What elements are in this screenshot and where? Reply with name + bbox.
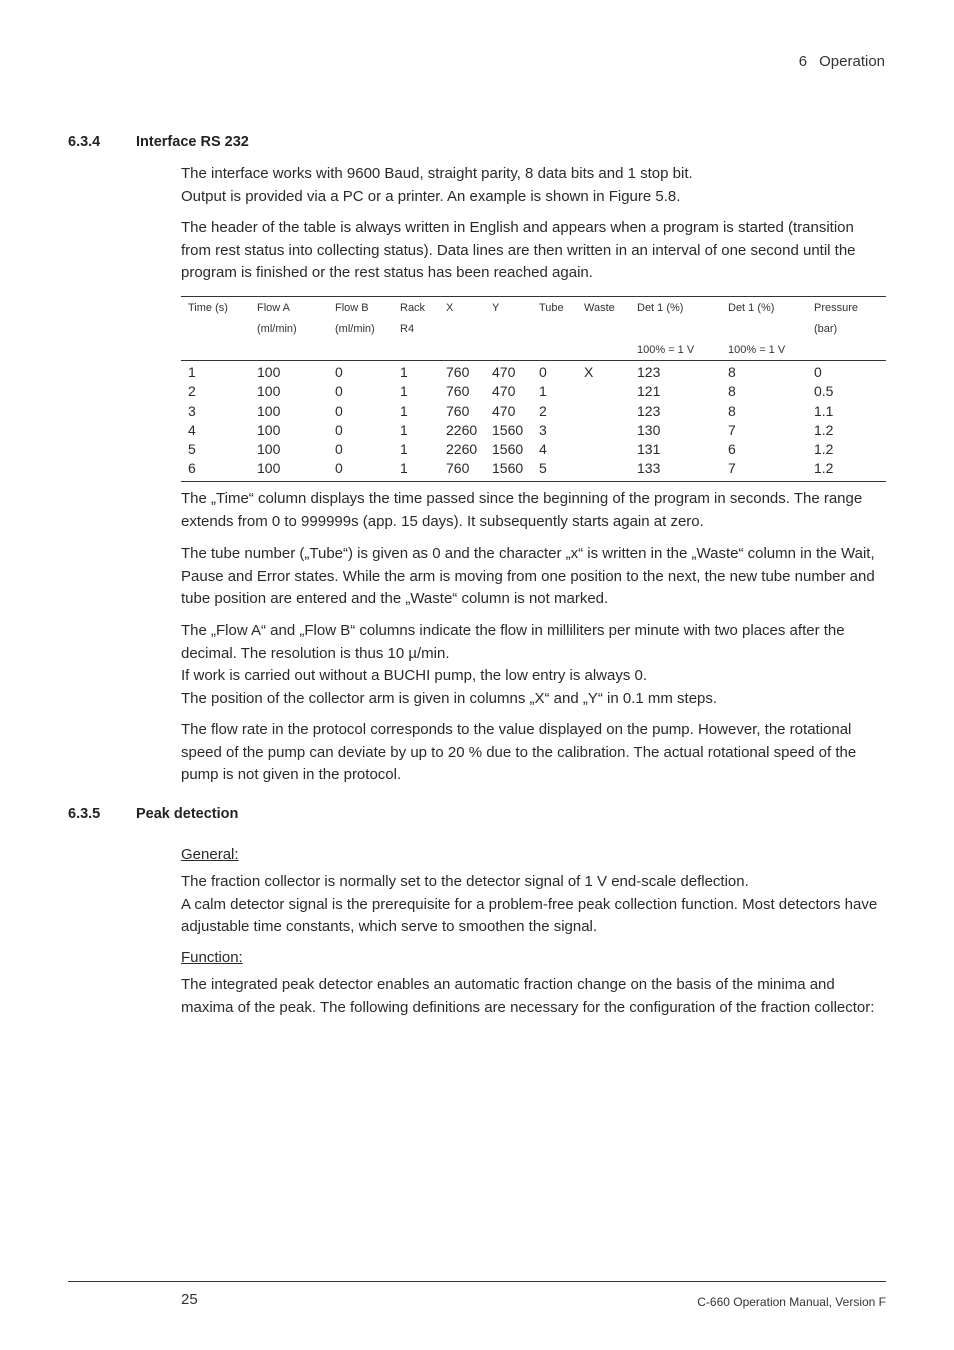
column-header	[250, 340, 328, 361]
paragraph: The integrated peak detector enables an automatic fraction change on the basis of the minima and maxima of the peak. The following definitions are necessary for the configuration of the fraction collector:	[181, 976, 875, 1016]
table-cell: 2260	[446, 441, 478, 458]
column-header: Tube	[539, 302, 564, 314]
table-cell: 470	[492, 383, 516, 400]
table-header-row	[181, 297, 886, 320]
column-header	[393, 340, 439, 361]
table-cell: 1	[400, 441, 408, 458]
section-title: Peak detection	[136, 806, 239, 822]
section-heading-6-3-4	[68, 134, 249, 150]
column-header	[630, 319, 721, 340]
table-row	[181, 421, 886, 440]
table-row	[181, 382, 886, 401]
table-cell: 5	[539, 460, 547, 477]
column-header: Flow A	[257, 302, 291, 314]
paragraph: The „Time“ column displays the time passed since the beginning of the program in seconds. The range extends from 0 to 999999s (app. 15 days). It subsequently starts again at zero.	[181, 490, 863, 530]
table-cell: 1	[400, 364, 408, 380]
column-header: Det 1 (%)	[637, 302, 684, 314]
function-label	[181, 947, 881, 970]
table-cell: 123	[637, 402, 661, 419]
table-cell: 1.2	[814, 421, 834, 438]
table-cell: 2	[539, 402, 547, 419]
column-header: (bar)	[814, 323, 838, 335]
paragraph: If work is carried out without a BUCHI pump, the low entry is always 0.	[181, 667, 648, 685]
table-cell: 2260	[446, 421, 478, 438]
column-header	[807, 340, 886, 361]
section-title: Interface RS 232	[136, 134, 249, 150]
column-header	[532, 319, 577, 340]
table-cell: 470	[492, 402, 516, 419]
flow-column-note	[181, 620, 881, 710]
table-cell: 1.1	[814, 402, 834, 419]
table-cell: 131	[637, 441, 661, 458]
table-cell: 1560	[492, 460, 524, 477]
paragraph: The header of the table is always written in English and appears when a program is started (transition from rest status into collecting status). Data lines are then written in an interval of one second until the program is finished or the rest status has been reached again.	[181, 219, 856, 282]
table-cell: 0	[335, 441, 343, 458]
table-cell: 4	[188, 421, 196, 438]
table-cell	[577, 421, 630, 440]
paragraph: The tube number („Tube“) is given as 0 and the character „x“ is written in the „Waste“ column in the Wait, Pause and Error states. While the arm is moving from one position to the next, the new tube number and tube position are entered and the „Waste“ column is not marked.	[181, 545, 875, 608]
column-header: (ml/min)	[335, 323, 375, 335]
column-header: (ml/min)	[257, 323, 297, 335]
table-cell: 760	[446, 364, 470, 380]
column-header	[439, 319, 485, 340]
table-cell: 5	[188, 441, 196, 458]
paragraph: A calm detector signal is the prerequisite for a problem-free peak collection function. Most detectors have adjustable time constants, which serve to smoothen the signal.	[181, 895, 878, 936]
table-cell: 3	[188, 402, 196, 419]
table-cell: 0.5	[814, 383, 834, 400]
column-header: Time (s)	[188, 302, 228, 314]
table-header-note	[181, 217, 881, 285]
paragraph: The „Flow A“ and „Flow B“ columns indicate the flow in milliliters per minute with two places after the decimal. The resolution is thus 10 µ/min.	[181, 622, 845, 662]
table-cell: 1	[188, 364, 196, 380]
column-header: Y	[492, 302, 500, 314]
table-cell: 100	[257, 460, 281, 477]
table-cell: 100	[257, 441, 281, 458]
section-number: 6.3.5	[68, 806, 101, 822]
table-cell: 4	[539, 441, 547, 458]
tube-column-note	[181, 543, 881, 611]
table-cell	[577, 402, 630, 421]
column-header	[532, 340, 577, 361]
table-cell: 1	[539, 383, 547, 400]
column-header	[485, 340, 532, 361]
table-cell: 0	[335, 383, 343, 400]
running-header	[799, 53, 885, 70]
column-header: Waste	[584, 302, 615, 314]
table-cell: X	[584, 364, 594, 380]
table-cell: 1	[400, 383, 408, 400]
column-header: Det 1 (%)	[728, 302, 775, 314]
table-cell: 760	[446, 460, 470, 477]
table-cell: 1.2	[814, 441, 834, 458]
column-header	[577, 340, 630, 361]
table-cell: 100	[257, 364, 281, 380]
table-cell: 470	[492, 364, 516, 380]
table-cell: 100	[257, 421, 281, 438]
table-cell: 130	[637, 421, 661, 438]
table-row	[181, 459, 886, 481]
paragraph: The interface works with 9600 Baud, straight parity, 8 data bits and 1 stop bit.	[181, 165, 693, 182]
table-cell	[577, 382, 630, 401]
table-cell: 123	[637, 364, 661, 380]
table-cell: 760	[446, 383, 470, 400]
paragraph: The flow rate in the protocol corresponds to the value displayed on the pump. However, the rotational speed of the pump can deviate by up to 20 % due to the calibration. The actual rotational speed of the pump is not given in the protocol.	[181, 721, 857, 784]
table-cell: 760	[446, 402, 470, 419]
time-column-note	[181, 488, 881, 533]
general-label	[181, 844, 881, 867]
flow-rate-note	[181, 719, 881, 787]
general-text	[181, 871, 881, 939]
table-cell: 0	[335, 460, 343, 477]
column-header	[721, 319, 807, 340]
subheading-function: Function:	[181, 949, 243, 966]
paragraph: The position of the collector arm is given in columns „X“ and „Y“ in 0.1 mm steps.	[181, 689, 718, 707]
table-cell: 1560	[492, 441, 524, 458]
table-cell: 6	[188, 460, 196, 477]
page-number: 25	[181, 1291, 198, 1308]
table-cell: 0	[335, 421, 343, 438]
column-header	[328, 340, 393, 361]
section-number: 6.3.4	[68, 134, 101, 150]
chapter-number: 6	[798, 53, 808, 70]
table-body	[181, 361, 886, 482]
paragraph: The fraction collector is normally set to the detector signal of 1 V end-scale deflection.	[181, 873, 749, 890]
table-cell: 0	[814, 364, 822, 380]
column-header	[439, 340, 485, 361]
table-cell: 1	[400, 421, 408, 438]
column-header: Rack	[400, 302, 426, 314]
table-cell: 8	[728, 383, 736, 400]
paragraph: Output is provided via a PC or a printer. An example is shown in Figure 5.8.	[181, 187, 681, 205]
column-header	[181, 340, 250, 361]
table-row	[181, 440, 886, 459]
table-cell: 0	[335, 402, 343, 419]
table-cell: 7	[728, 421, 736, 438]
section-heading-6-3-5	[68, 806, 238, 822]
table-cell: 1	[400, 460, 408, 477]
interface-intro	[181, 163, 881, 208]
manual-title: C-660 Operation Manual, Version F	[697, 1295, 886, 1309]
table-cell	[577, 459, 630, 481]
table-cell: 133	[637, 460, 661, 477]
function-text	[181, 974, 881, 1019]
column-header: Flow B	[335, 302, 369, 314]
table-cell: 100	[257, 383, 281, 400]
table-cell: 1560	[492, 421, 524, 438]
table-cell: 1	[400, 402, 408, 419]
table-cell: 7	[728, 460, 736, 477]
column-header: X	[446, 302, 454, 314]
table-cell: 0	[539, 364, 547, 380]
table-cell: 6	[728, 441, 736, 458]
table-cell: 121	[637, 383, 661, 400]
chapter-title: Operation	[819, 53, 885, 70]
column-header: 100% = 1 V	[721, 340, 807, 361]
column-header: Pressure	[814, 302, 859, 314]
table-cell: 1.2	[814, 460, 834, 477]
footer-divider	[68, 1281, 886, 1282]
table-header-row	[181, 340, 886, 361]
table-cell: 100	[257, 402, 281, 419]
table-cell: 3	[539, 421, 547, 438]
table-cell: 2	[188, 383, 196, 400]
table-row	[181, 402, 886, 421]
column-header: 100% = 1 V	[630, 340, 721, 361]
table-cell: 0	[335, 364, 343, 380]
column-header	[577, 319, 630, 340]
subheading-general: General:	[181, 846, 239, 863]
column-header	[181, 319, 250, 340]
table-header-row	[181, 319, 886, 340]
column-header: R4	[400, 323, 415, 335]
table-cell: 8	[728, 364, 736, 380]
table-cell: 8	[728, 402, 736, 419]
table-row	[181, 361, 886, 383]
table-cell	[577, 440, 630, 459]
column-header	[485, 319, 532, 340]
rs232-output-table	[181, 296, 886, 482]
